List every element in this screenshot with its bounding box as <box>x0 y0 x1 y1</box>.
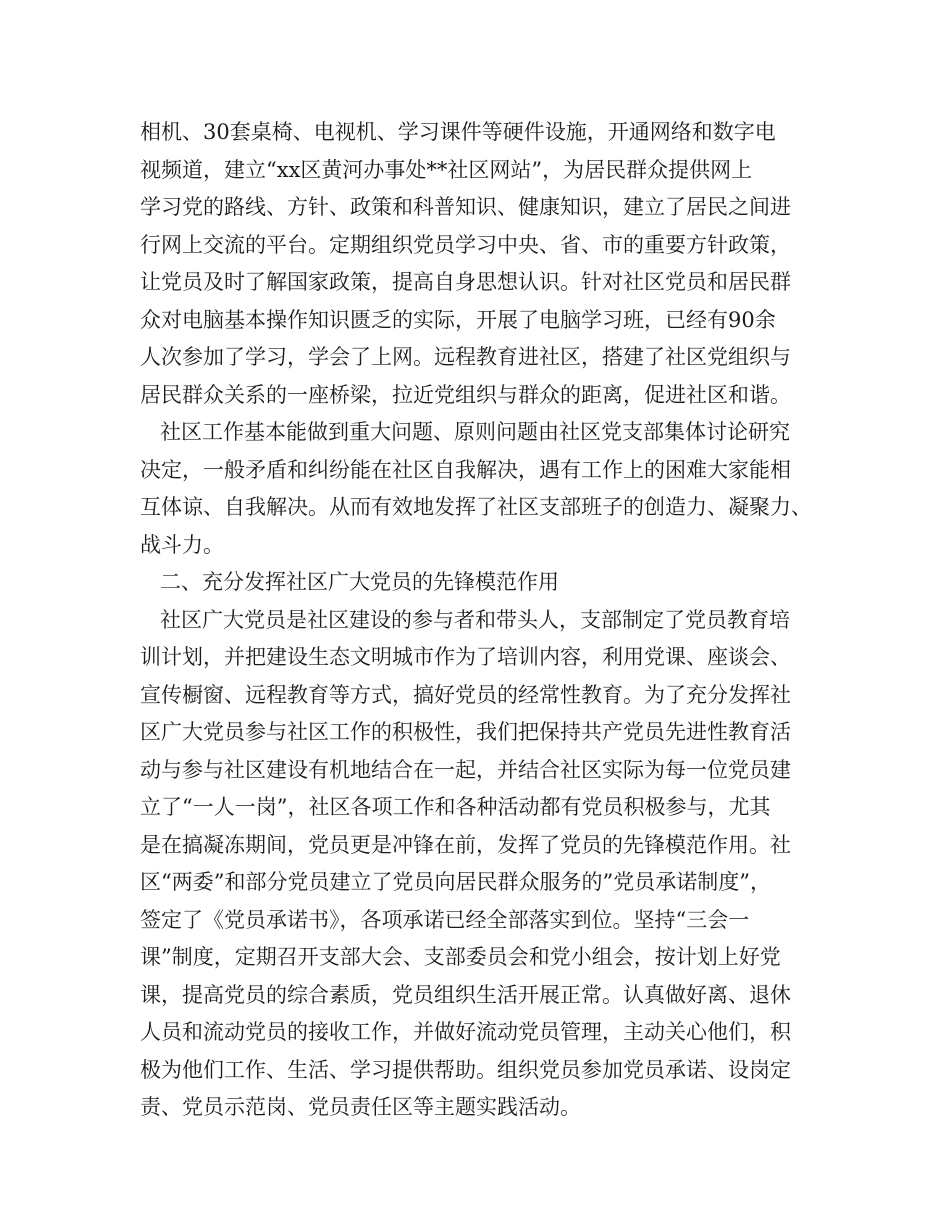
body-line: 责、党员示范岗、党员责任区等主题实践活动。 <box>140 1095 581 1119</box>
body-line: 互体谅、自我解决。从而有效地发挥了社区支部班子的创造力、凝聚力、 <box>140 495 812 519</box>
body-line: 动与参与社区建设有机地结合在一起，并结合社区实际为每一位党员建 <box>140 757 791 782</box>
body-line: 人次参加了学习，学会了上网。远程教育进社区，搭建了社区党组织与 <box>140 345 791 369</box>
body-line: 区“两委”和部分党员建立了党员向居民群众服务的”党员承诺制度”， <box>140 870 771 894</box>
body-line: 居民群众关系的一座桥梁，拉近党组织与群众的距离，促进社区和谐。 <box>140 382 791 407</box>
body-line: 学习党的路线、方针、政策和科普知识、健康知识，建立了居民之间进 <box>140 195 791 219</box>
body-line: 战斗力。 <box>140 532 224 557</box>
body-line: 区广大党员参与社区工作的积极性，我们把保持共产党员先进性教育活 <box>140 720 791 744</box>
body-line: 签定了《党员承诺书》，各项承诺已经全部落实到位。坚持“三会一 <box>140 907 750 932</box>
body-line: 决定，一般矛盾和纠纷能在社区自我解决，遇有工作上的困难大家能相 <box>140 457 791 482</box>
section-heading: 二、充分发挥社区广大党员的先锋模范作用 <box>160 570 559 594</box>
paragraph-start-line: 社区工作基本能做到重大问题、原则问题由社区党支部集体讨论研究 <box>160 420 790 444</box>
body-line: 行网上交流的平台。定期组织党员学习中央、省、市的重要方针政策， <box>140 232 791 257</box>
body-line: 训计划，并把建设生态文明城市作为了培训内容，利用党课、座谈会、 <box>140 645 791 669</box>
body-line: 相机、30套桌椅、电视机、学习课件等硬件设施，开通网络和数字电 <box>140 120 776 144</box>
body-line: 课，提高党员的综合素质，党员组织生活开展正常。认真做好离、退休 <box>140 982 791 1007</box>
body-line: 视频道，建立“xx区黄河办事处**社区网站”，为居民群众提供网上 <box>140 157 753 182</box>
body-line: 人员和流动党员的接收工作，并做好流动党员管理，主动关心他们，积 <box>140 1020 791 1044</box>
body-line: 让党员及时了解国家政策，提高自身思想认识。针对社区党员和居民群 <box>140 270 791 294</box>
body-line: 课”制度，定期召开支部大会、支部委员会和党小组会，按计划上好党 <box>140 945 781 969</box>
body-line: 极为他们工作、生活、学习提供帮助。组织党员参加党员承诺、设岗定 <box>140 1057 791 1082</box>
document-body <box>140 114 830 1127</box>
body-line: 立了“一人一岗”，社区各项工作和各种活动都有党员积极参与，尤其 <box>140 795 771 819</box>
body-line: 宣传橱窗、远程教育等方式，搞好党员的经常性教育。为了充分发挥社 <box>140 682 791 707</box>
body-line: 众对电脑基本操作知识匮乏的实际，开展了电脑学习班，已经有90余 <box>140 307 776 332</box>
paragraph-start-line: 社区广大党员是社区建设的参与者和带头人，支部制定了党员教育培 <box>160 607 790 632</box>
body-line: 是在搞凝冻期间，党员更是冲锋在前，发挥了党员的先锋模范作用。社 <box>140 832 791 857</box>
